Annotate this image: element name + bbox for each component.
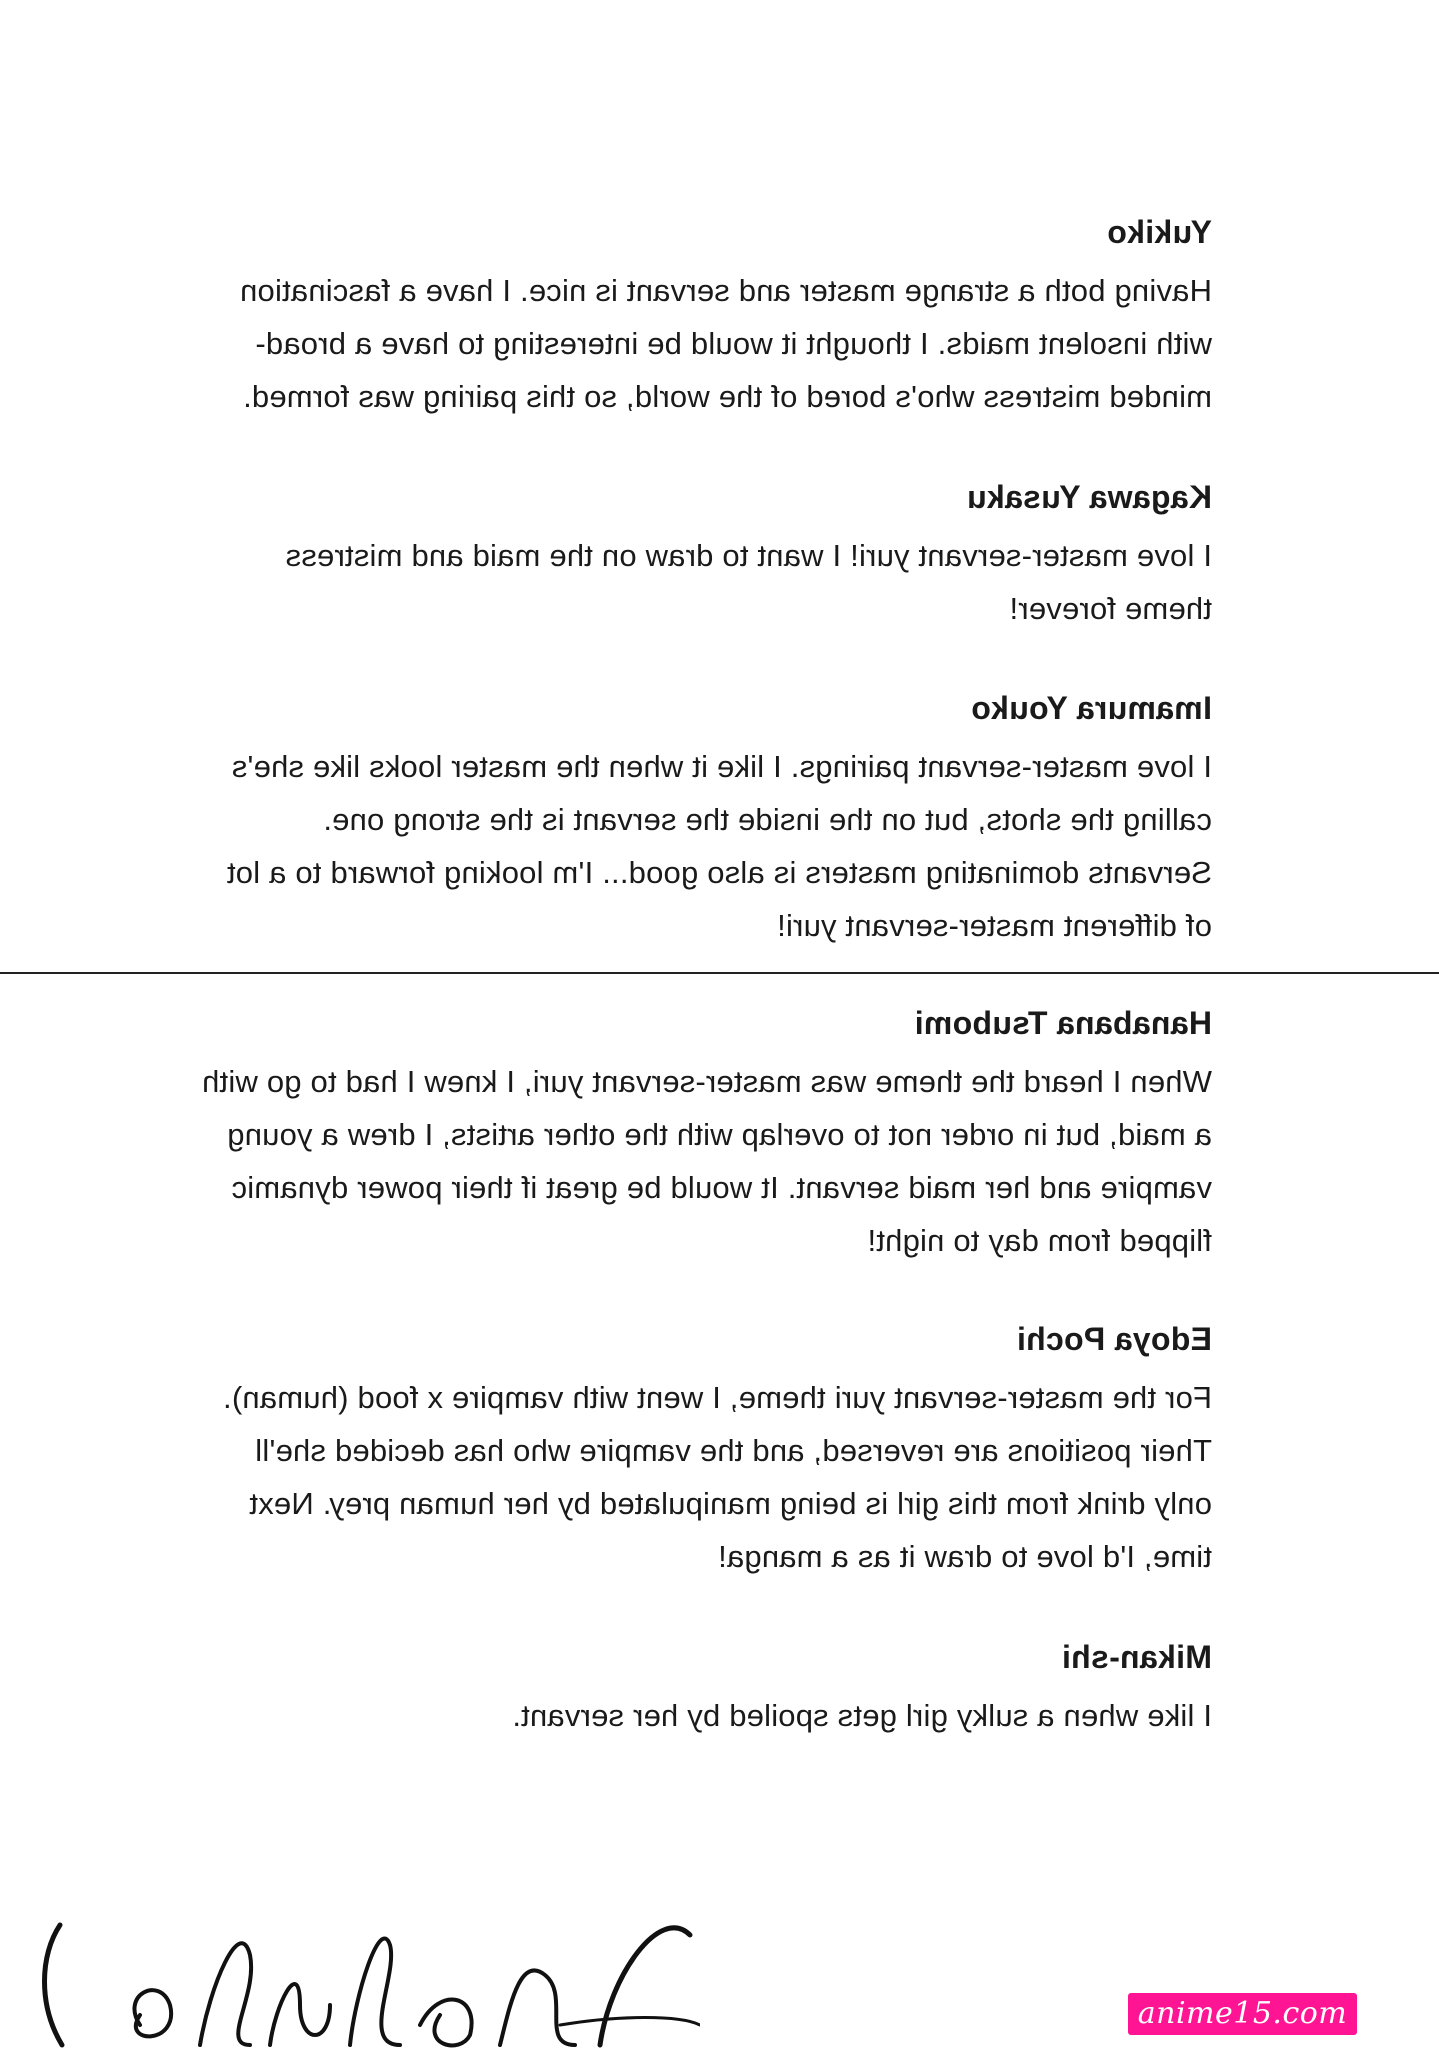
artist-name: Hanabana Tsubomi	[914, 1005, 1212, 1041]
calligraphy-signature	[0, 1895, 700, 2048]
artist-name: Edoya Pochi	[1016, 1321, 1212, 1357]
artist-name: Imamura Youko	[970, 690, 1212, 726]
artist-comment: When I heard the theme was master-servant yuri, I knew I had to go with a maid, but in order not to overlap with the other artists, I drew a young vampire and her maid servant. It would be great if their power dynamic flipped from day to night!	[201, 1064, 1212, 1258]
artist-name: Yukiko	[1107, 214, 1212, 250]
artist-comment: I love master-servant yuri! I want to draw on the maid and mistress theme forever!	[285, 538, 1212, 626]
entry-hanabana-tsubomi	[192, 1003, 1212, 1267]
artist-comment: Having both a strange master and servant is nice. I have a fascination with insolent maids. I thought it would be interesting to have a broad-minded mistress who's bored of the world, so this pairing was formed.	[239, 273, 1212, 414]
section-divider	[0, 972, 1439, 974]
entry-edoya-pochi	[192, 1319, 1212, 1583]
entry-yukiko	[192, 212, 1212, 423]
entry-kagawa-yusaku	[192, 477, 1212, 635]
entry-mikan-shi	[192, 1637, 1212, 1742]
artist-name: Mikan-shi	[1061, 1639, 1212, 1675]
artist-comment: I like when a sulky girl gets spoiled by her servant.	[512, 1698, 1212, 1733]
artist-comment: For the master-servant yuri theme, I went with vampire x food (human). Their positions are reversed, and the vampire who has decided she'll only drink from this girl is being manipulated by her human prey. Next time, I'd love to draw it as a manga!	[222, 1380, 1212, 1574]
artist-name: Kagawa Yusaku	[966, 479, 1212, 515]
entry-imamura-youko	[192, 688, 1212, 952]
watermark-badge: anime15.com	[1128, 1993, 1357, 2035]
artist-comment: I love master-servant pairings. I like it when the master looks like she's calling the shots, but on the inside the servant is the strong one. Servants dominating masters is also good... I'm looking forward to a lot of different master-servant yuri!	[226, 749, 1212, 943]
